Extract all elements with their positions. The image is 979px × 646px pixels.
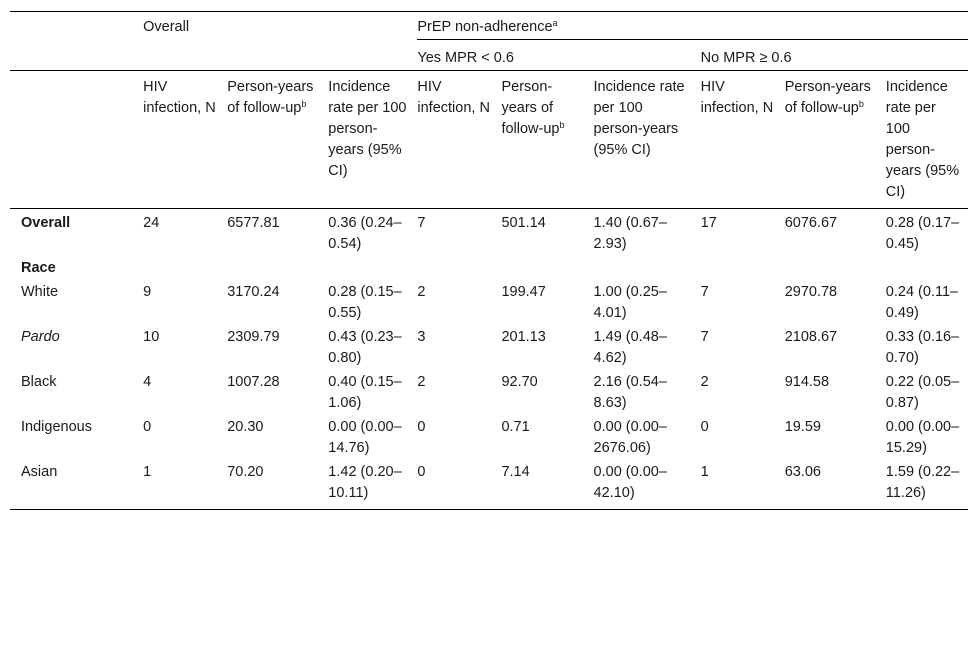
cell-hiv: 9 xyxy=(143,284,152,300)
cell-no-person-years: 19.59 xyxy=(784,419,821,435)
header-row-columns xyxy=(10,71,968,209)
cell-yes-person-years: 501.14 xyxy=(501,215,546,231)
col-header-no-hiv: HIV infection, N xyxy=(701,71,785,209)
col-header-no-person-years: Person-years of follow-$up^b$ xyxy=(785,71,886,209)
cell-yes-hiv: 2 xyxy=(417,284,426,300)
cell-incidence: 0.40 (0.15–1.06) xyxy=(328,374,402,411)
cell-yes-hiv: 7 xyxy=(417,215,426,231)
cell-no-incidence: 0.33 (0.16–0.70) xyxy=(885,329,960,366)
cell-yes-hiv: 2 xyxy=(417,374,426,390)
cell-yes-person-years: 7.14 xyxy=(501,459,593,510)
header-row-groups xyxy=(10,12,968,40)
cell-no-person-years: 6076.67 xyxy=(784,215,838,231)
cell-yes-incidence: 2.16 (0.54–8.63) xyxy=(593,374,667,411)
col-header-no-incidence: Incidence rate per 100 person-years (95% CI) xyxy=(886,71,968,209)
cell-hiv: 10 xyxy=(143,329,160,345)
cell-yes-hiv: 3 xyxy=(417,329,426,345)
table-row-indigenous xyxy=(10,414,968,459)
col-header-yes-hiv: HIV infection, N xyxy=(417,71,501,209)
row-label: Overall xyxy=(21,215,71,231)
cell-yes-person-years: 201.13 xyxy=(501,329,546,345)
table-row-asian xyxy=(10,459,968,510)
table-row-race-heading xyxy=(10,255,968,279)
cell-no-incidence: 0.28 (0.17–0.45) xyxy=(885,215,960,252)
col-header-yes-incidence: Incidence rate per 100 person-years (95% CI) xyxy=(594,71,701,209)
cell-incidence: 0.36 (0.24–0.54) xyxy=(328,215,402,252)
header-yes-group: Yes MPR < 0.6 xyxy=(417,40,700,71)
cell-hiv: 24 xyxy=(143,215,160,231)
cell-yes-hiv: 0 xyxy=(417,459,501,510)
row-label: Indigenous xyxy=(21,419,92,435)
cell-person-years: 1007.28 xyxy=(227,374,280,390)
incidence-table xyxy=(10,11,968,510)
cell-no-person-years: 2108.67 xyxy=(784,329,838,345)
row-section-label: Race xyxy=(21,260,56,276)
cell-yes-incidence: 1.49 (0.48–4.62) xyxy=(593,329,667,366)
cell-person-years: 6577.81 xyxy=(227,215,280,231)
cell-no-incidence: 1.59 (0.22–11.26) xyxy=(886,459,968,510)
cell-no-incidence: 0.24 (0.11–0.49) xyxy=(885,284,959,321)
table-row-white xyxy=(10,279,968,324)
cell-hiv: 4 xyxy=(143,374,152,390)
cell-no-hiv: 7 xyxy=(700,284,709,300)
cell-yes-incidence: 1.40 (0.67–2.93) xyxy=(593,215,667,252)
cell-yes-person-years: 0.71 xyxy=(501,419,530,435)
cell-person-years: 2309.79 xyxy=(227,329,280,345)
cell-no-hiv: 1 xyxy=(701,459,785,510)
cell-incidence: 0.00 (0.00–14.76) xyxy=(328,419,402,456)
row-label: Pardo xyxy=(21,329,60,345)
cell-incidence: 1.42 (0.20–10.11) xyxy=(328,459,417,510)
cell-no-hiv: 7 xyxy=(700,329,709,345)
cell-yes-person-years: 199.47 xyxy=(501,284,546,300)
row-label: White xyxy=(21,284,59,300)
cell-person-years: 70.20 xyxy=(227,459,328,510)
cell-no-person-years: 63.06 xyxy=(785,459,886,510)
table-row-pardo xyxy=(10,324,968,369)
cell-incidence: 0.28 (0.15–0.55) xyxy=(328,284,402,321)
col-header-incidence: Incidence rate per 100 person-years (95% CI) xyxy=(328,71,417,209)
cell-hiv: 1 xyxy=(143,459,227,510)
header-prep-label: PrEP non-adherence xyxy=(417,19,553,35)
header-row-subgroups xyxy=(10,40,968,71)
cell-yes-incidence: 0.00 (0.00–42.10) xyxy=(594,459,701,510)
row-label: Asian xyxy=(10,459,143,510)
row-label: Black xyxy=(21,374,57,390)
cell-yes-incidence: 0.00 (0.00–2676.06) xyxy=(593,419,667,456)
header-overall: Overall xyxy=(143,12,417,40)
cell-yes-incidence: 1.00 (0.25–4.01) xyxy=(593,284,667,321)
header-prep-footnote: a xyxy=(552,18,558,28)
cell-person-years: 20.30 xyxy=(227,419,264,435)
table-row-overall xyxy=(10,209,968,256)
cell-no-incidence: 0.00 (0.00–15.29) xyxy=(885,419,960,456)
col-header-yes-person-years: Person-years of follow-$up^b$ xyxy=(501,71,593,209)
cell-person-years: 3170.24 xyxy=(227,284,280,300)
cell-no-person-years: 914.58 xyxy=(784,374,830,390)
header-prep-non-adherence xyxy=(417,12,968,40)
cell-incidence: 0.43 (0.23–0.80) xyxy=(328,329,402,366)
cell-no-hiv: 0 xyxy=(700,419,709,435)
cell-no-hiv: 2 xyxy=(700,374,709,390)
cell-hiv: 0 xyxy=(143,419,152,435)
table-row-black xyxy=(10,369,968,414)
cell-no-hiv: 17 xyxy=(700,215,717,231)
header-corner xyxy=(10,12,143,40)
col-header-hiv: HIV infection, N xyxy=(143,71,227,209)
cell-no-person-years: 2970.78 xyxy=(784,284,838,300)
col-header-person-years: Person-years of follow-$up^b$ xyxy=(227,71,328,209)
cell-no-incidence: 0.22 (0.05–0.87) xyxy=(885,374,960,411)
cell-yes-person-years: 92.70 xyxy=(501,374,538,390)
cell-yes-hiv: 0 xyxy=(417,419,426,435)
header-no-group: No MPR ≥ 0.6 xyxy=(701,40,968,71)
